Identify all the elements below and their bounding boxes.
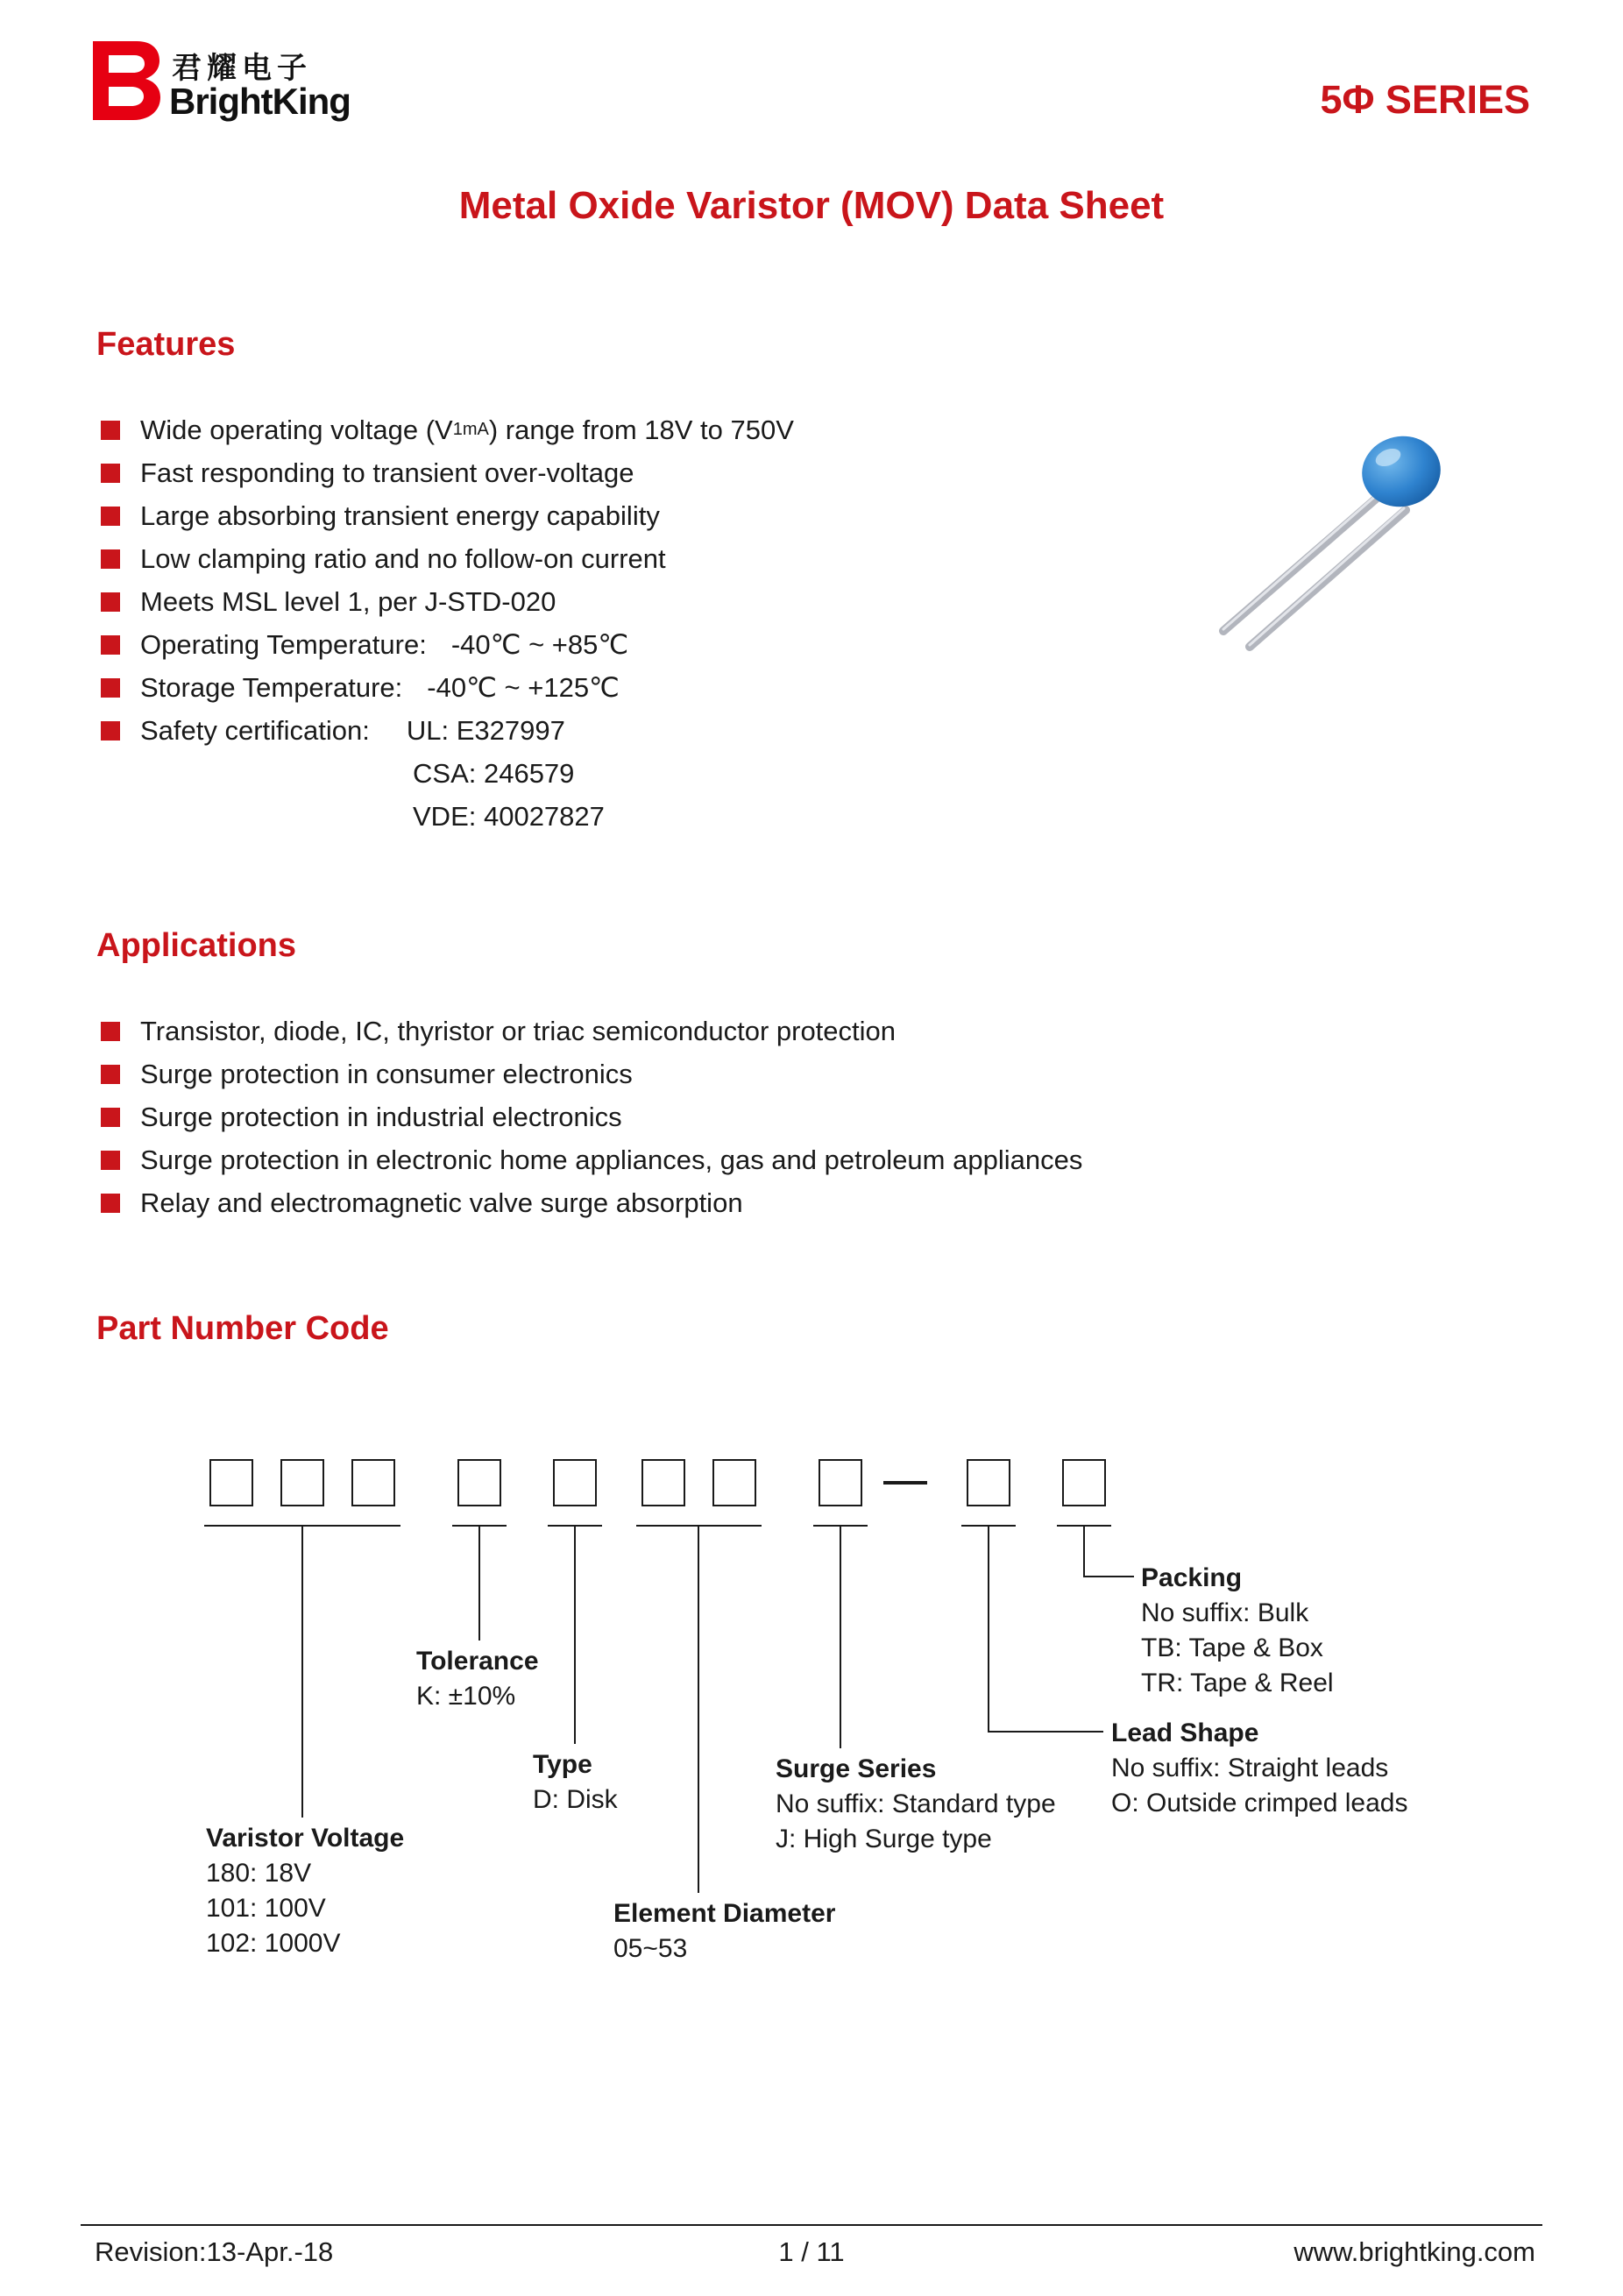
bullet-square-icon [101, 507, 120, 526]
bullet-square-icon [101, 1151, 120, 1170]
feature-value: -40℃ ~ +125℃ [427, 671, 620, 703]
pn-line-lead-vertical [988, 1525, 989, 1731]
feature-item-storage-temperature [101, 666, 794, 709]
footer-revision: Revision:13-Apr.-18 [95, 2236, 334, 2267]
pn-label-line: 05~53 [613, 1934, 688, 1963]
pn-label-line: K: ±10% [416, 1682, 516, 1711]
pn-box-packing [1062, 1459, 1106, 1506]
logo-chinese-text: 君耀电子 [172, 52, 312, 85]
pn-label-title: Varistor Voltage [206, 1824, 405, 1853]
bullet-square-icon [101, 549, 120, 569]
application-item [101, 1010, 1082, 1052]
pn-label-line: 102: 1000V [206, 1929, 341, 1958]
application-item [101, 1052, 1082, 1095]
pn-label-title: Type [533, 1750, 592, 1779]
pn-line-packing-vertical [1083, 1525, 1085, 1576]
pn-label-title: Packing [1141, 1563, 1243, 1592]
pn-line-lead-horizontal [988, 1731, 1103, 1733]
pn-label-surge-series [776, 1752, 1056, 1857]
pn-line-voltage [301, 1525, 303, 1818]
feature-item-operating-temperature [101, 623, 794, 666]
applications-list [101, 1010, 1082, 1224]
logo-english-text: BrightKing [169, 81, 351, 122]
bullet-square-icon [101, 421, 120, 440]
application-text: Transistor, diode, IC, thyristor or triac semiconductor protection [140, 1015, 897, 1046]
series-label: 5Φ SERIES [1320, 77, 1530, 122]
pn-box-voltage-2 [280, 1459, 324, 1506]
bullet-square-icon [101, 1022, 120, 1041]
feature-item [101, 537, 794, 580]
pn-line-tolerance [478, 1525, 480, 1641]
pn-box-lead-shape [967, 1459, 1010, 1506]
feature-item [101, 408, 794, 451]
application-text: Surge protection in consumer electronics [140, 1058, 633, 1089]
section-heading-applications: Applications [96, 927, 297, 964]
pn-box-voltage-3 [351, 1459, 395, 1506]
feature-item-safety-certification [101, 709, 794, 752]
application-text: Surge protection in electronic home appliances, gas and petroleum appliances [140, 1144, 1083, 1175]
pn-label-tolerance [416, 1644, 539, 1714]
footer-page-number: 1 / 11 [778, 2236, 845, 2267]
bullet-square-icon [101, 1194, 120, 1213]
certification-csa [101, 752, 794, 795]
pn-label-lead-shape [1111, 1716, 1407, 1821]
pn-label-title: Element Diameter [613, 1899, 836, 1928]
feature-item [101, 451, 794, 494]
pn-box-voltage-1 [209, 1459, 253, 1506]
bullet-square-icon [101, 678, 120, 698]
feature-label: Safety certification: [140, 714, 370, 746]
cert-line-text: VDE: 40027827 [413, 800, 605, 832]
bullet-square-icon [101, 721, 120, 741]
bullet-square-icon [101, 1065, 120, 1084]
feature-label: Operating Temperature: [140, 628, 427, 660]
pn-label-line: 180: 18V [206, 1859, 312, 1888]
pn-dash [883, 1481, 927, 1485]
pn-label-line: TR: Tape & Reel [1141, 1669, 1334, 1697]
bullet-square-icon [101, 635, 120, 655]
pn-box-type [553, 1459, 597, 1506]
pn-box-diameter-1 [641, 1459, 685, 1506]
footer-website: www.brightking.com [1293, 2236, 1535, 2267]
feature-text: ) range from 18V to 750V [488, 414, 794, 445]
footer-divider [81, 2224, 1542, 2226]
section-heading-features: Features [96, 326, 236, 363]
pn-label-line: J: High Surge type [776, 1825, 992, 1853]
feature-text: Fast responding to transient over-voltage [140, 457, 634, 488]
cert-line-text: CSA: 246579 [413, 757, 575, 789]
application-item [101, 1138, 1082, 1181]
pn-label-packing [1141, 1561, 1334, 1701]
features-list [101, 408, 794, 838]
pn-box-diameter-2 [712, 1459, 756, 1506]
feature-subscript: 1mA [452, 420, 489, 439]
pn-line-type [574, 1525, 576, 1744]
feature-item [101, 580, 794, 623]
section-heading-part-number-code: Part Number Code [96, 1310, 389, 1347]
pn-label-line: TB: Tape & Box [1141, 1633, 1323, 1662]
pn-label-line: D: Disk [533, 1785, 618, 1814]
pn-label-line: No suffix: Straight leads [1111, 1754, 1389, 1782]
pn-label-line: 101: 100V [206, 1894, 326, 1923]
pn-label-title: Surge Series [776, 1754, 937, 1783]
application-text: Relay and electromagnetic valve surge absorption [140, 1187, 743, 1218]
pn-line-packing-horizontal [1083, 1576, 1134, 1577]
feature-text: Large absorbing transient energy capability [140, 500, 660, 531]
bullet-square-icon [101, 1108, 120, 1127]
pn-box-tolerance [457, 1459, 501, 1506]
feature-text: Low clamping ratio and no follow-on current [140, 542, 666, 574]
feature-label: Storage Temperature: [140, 671, 403, 703]
varistor-photo [1185, 410, 1483, 673]
pn-label-title: Lead Shape [1111, 1718, 1259, 1747]
pn-label-line: O: Outside crimped leads [1111, 1789, 1408, 1818]
application-text: Surge protection in industrial electronics [140, 1101, 622, 1132]
pn-label-varistor-voltage [206, 1821, 404, 1961]
feature-item [101, 494, 794, 537]
feature-text: Wide operating voltage (V [140, 414, 453, 445]
pn-line-diameter [698, 1525, 699, 1893]
pn-line-surge [840, 1525, 841, 1748]
application-item [101, 1181, 1082, 1224]
pn-box-surge [819, 1459, 862, 1506]
brightking-logo-icon [88, 39, 161, 122]
pn-label-line: No suffix: Bulk [1141, 1598, 1309, 1627]
certification-ul: UL: E327997 [406, 714, 565, 746]
bullet-square-icon [101, 464, 120, 483]
pn-label-type [533, 1747, 618, 1818]
page-title: Metal Oxide Varistor (MOV) Data Sheet [458, 184, 1165, 227]
bullet-square-icon [101, 592, 120, 612]
application-item [101, 1095, 1082, 1138]
pn-label-line: No suffix: Standard type [776, 1789, 1056, 1818]
pn-label-element-diameter [613, 1896, 835, 1966]
feature-value: -40℃ ~ +85℃ [450, 628, 629, 660]
pn-label-title: Tolerance [416, 1647, 539, 1676]
feature-text: Meets MSL level 1, per J-STD-020 [140, 585, 556, 617]
certification-vde [101, 795, 794, 838]
